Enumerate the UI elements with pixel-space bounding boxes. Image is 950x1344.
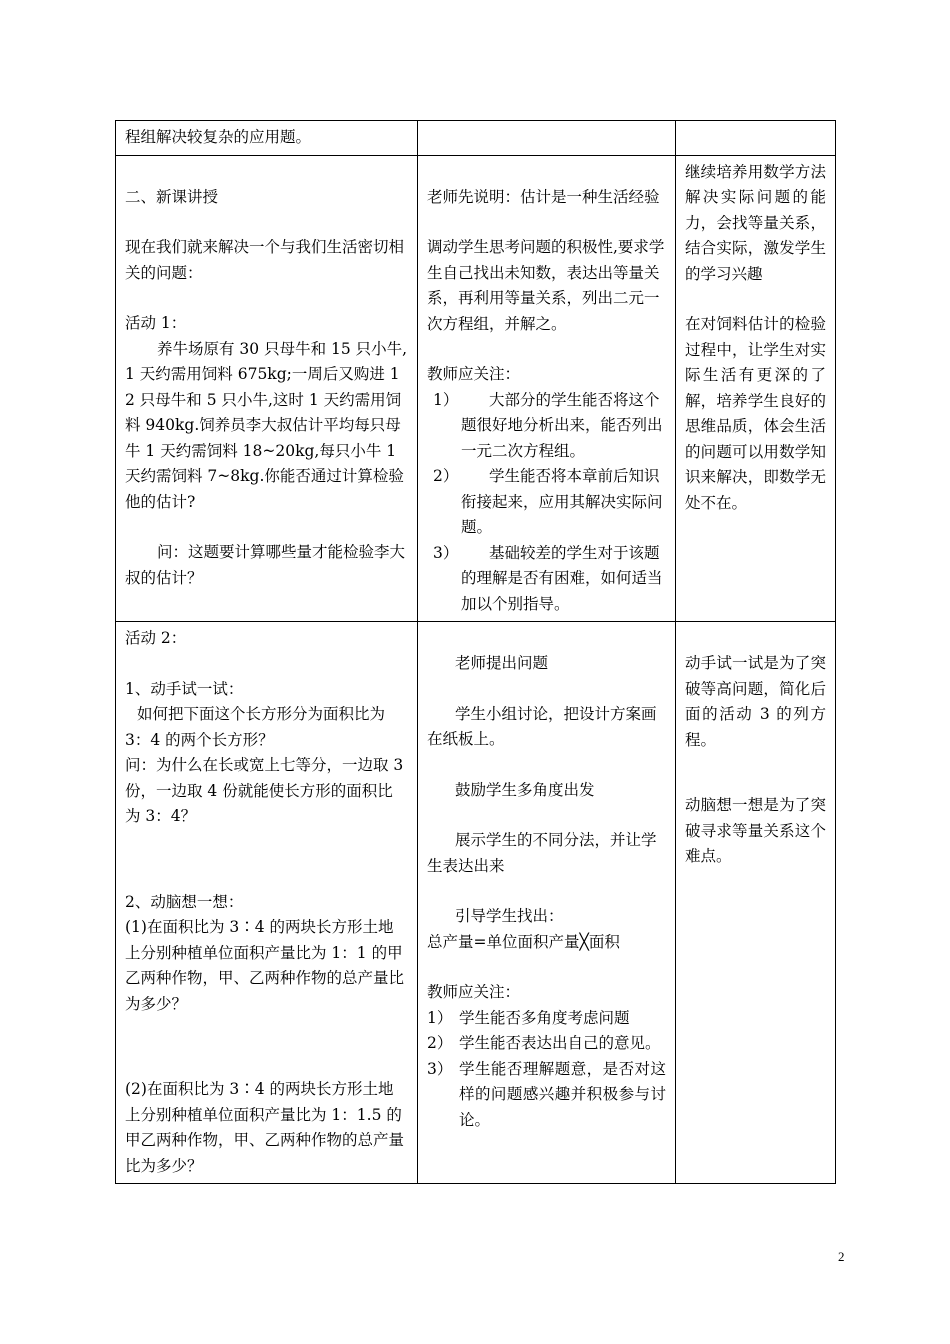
- list-number: 2）: [433, 467, 459, 485]
- intent-text: 动手试一试是为了突破等高问题，简化后面的活动 3 的列方程。: [685, 654, 826, 749]
- list-text: 学生能否多角度考虑问题: [459, 1008, 630, 1027]
- spacer: [427, 677, 666, 702]
- list-text: 基础较差的学生对于该题的理解是否有困难，如何适当加以个别指导。: [461, 543, 663, 613]
- cell-activity: [418, 155, 676, 622]
- page-number: 2: [838, 1249, 845, 1264]
- table-row: [116, 155, 836, 622]
- list-text: 学生能否将本章前后知识衔接起来，应用其解决实际问题。: [461, 467, 663, 536]
- spacer: [125, 1017, 408, 1077]
- teacher-note: 老师先说明：估计是一种生活经验: [427, 187, 660, 206]
- spacer: [427, 337, 666, 362]
- lesson-table: [115, 120, 836, 1184]
- spacer: [125, 160, 408, 185]
- list-item: [427, 1031, 666, 1057]
- list-item: [427, 388, 666, 465]
- list-item: [427, 1057, 666, 1134]
- task-text: 如何把下面这个长方形分为面积比为 3：4 的两个长方形？: [125, 705, 386, 749]
- question-text: (2)在面积比为 3∶4 的两块长方形土地上分别种植单位面积产量比为 1：1.5 的甲乙两种作物，甲、乙两种作物的总产量比为多少？: [125, 1080, 405, 1175]
- list-text: 学生能否理解题意，是否对这样的问题感兴趣并积极参与讨论。: [459, 1059, 666, 1129]
- sub-heading: 1、动手试一试：: [125, 679, 244, 698]
- list-text: 学生能否表达出自己的意见。: [459, 1034, 661, 1052]
- question-text: 问：这题要计算哪些量才能检验李大叔的估计？: [125, 543, 406, 587]
- table-row: [116, 622, 836, 1184]
- spacer: [427, 955, 666, 980]
- activity-title: 活动 2：: [125, 629, 187, 647]
- list-item: [427, 541, 666, 618]
- intent-text: 动脑想一想是为了突破寻求等量关系这个难点。: [685, 796, 826, 865]
- cell-text: 程组解决较复杂的应用题。: [125, 128, 312, 146]
- spacer: [427, 803, 666, 828]
- list-number: 3）: [433, 543, 459, 562]
- cell-content: [116, 155, 418, 622]
- spacer: [125, 286, 408, 311]
- spacer: [427, 626, 666, 651]
- cell-activity: [418, 121, 676, 156]
- spacer: [125, 830, 408, 890]
- spacer: [427, 160, 666, 185]
- attention-label: 教师应关注：: [427, 983, 521, 1001]
- cell-content: [116, 622, 418, 1184]
- spacer: [125, 652, 408, 677]
- intent-text: 在对饲料估计的检验过程中，让学生对实际生活有更深的了解，培养学生良好的思维品质，体会生活的问题可以用数学知识来解决，即数学无处不在。: [685, 315, 826, 512]
- section-heading: 二、新课讲授: [125, 187, 219, 206]
- intent-text: 继续培养用数学方法解决实际问题的能力，会找等量关系，结合实际，激发学生的学习兴趣: [685, 162, 826, 283]
- spacer: [125, 515, 408, 540]
- list-number: 1）: [427, 1008, 453, 1027]
- cell-activity: [418, 622, 676, 1184]
- sub-heading: 2、动脑想一想：: [125, 892, 244, 911]
- spacer: [685, 626, 826, 651]
- question-text: (1)在面积比为 3∶4 的两块长方形土地上分别种植单位面积产量比为 1：1 的甲乙两种作物，甲、乙两种作物的总产量比为多少？: [125, 918, 405, 1013]
- spacer: [427, 210, 666, 235]
- cell-content: [116, 121, 418, 156]
- formula-text: 总产量=单位面积产量╳面积: [427, 932, 620, 951]
- spacer: [685, 753, 826, 793]
- spacer: [685, 287, 826, 312]
- teacher-note: 老师提出问题: [455, 654, 549, 672]
- cell-intent: [676, 155, 836, 622]
- table-row: [116, 121, 836, 156]
- list-number: 2）: [427, 1034, 453, 1052]
- list-item: [427, 1006, 666, 1032]
- question-text: 问：为什么在长或宽上七等分，一边取 3 份，一边取 4 份就能使长方形的面积比为 3：4？: [125, 756, 404, 825]
- cell-intent: [676, 622, 836, 1184]
- teacher-note: 调动学生思考问题的积极性,要求学生自己找出未知数，表达出等量关系，再利用等量关系，列出二元一次方程组，并解之。: [427, 238, 665, 333]
- list-number: 3）: [427, 1059, 453, 1078]
- teacher-note: 展示学生的不同分法，并让学生表达出来: [427, 831, 657, 875]
- spacer: [427, 753, 666, 778]
- intro-text: 现在我们就来解决一个与我们生活密切相关的问题：: [125, 238, 405, 282]
- spacer: [427, 879, 666, 904]
- teacher-note: 鼓励学生多角度出发: [455, 780, 595, 799]
- list-number: 1）: [433, 390, 459, 409]
- activity-title: 活动 1：: [125, 314, 187, 332]
- teacher-note: 学生小组讨论，把设计方案画在纸板上。: [427, 704, 657, 748]
- problem-text: 养牛场原有 30 只母牛和 15 只小牛,1 天约需用饲料 675kg;一周后又购进 12 只母牛和 5 只小牛,这时 1 天约需用饲料 940kg.饲养员李大叔估计平均每只母牛 1 天约需饲料 18~20kg,每只小牛 1 天约需饲料 7~8kg.你能否通过计算检验他的估计?: [125, 339, 408, 511]
- list-item: [427, 464, 666, 541]
- attention-label: 教师应关注：: [427, 365, 521, 383]
- cell-intent: [676, 121, 836, 156]
- teacher-note: 引导学生找出：: [455, 907, 564, 925]
- spacer: [125, 210, 408, 235]
- list-text: 大部分的学生能否将这个题很好地分析出来，能否列出一元二次方程组。: [461, 390, 663, 460]
